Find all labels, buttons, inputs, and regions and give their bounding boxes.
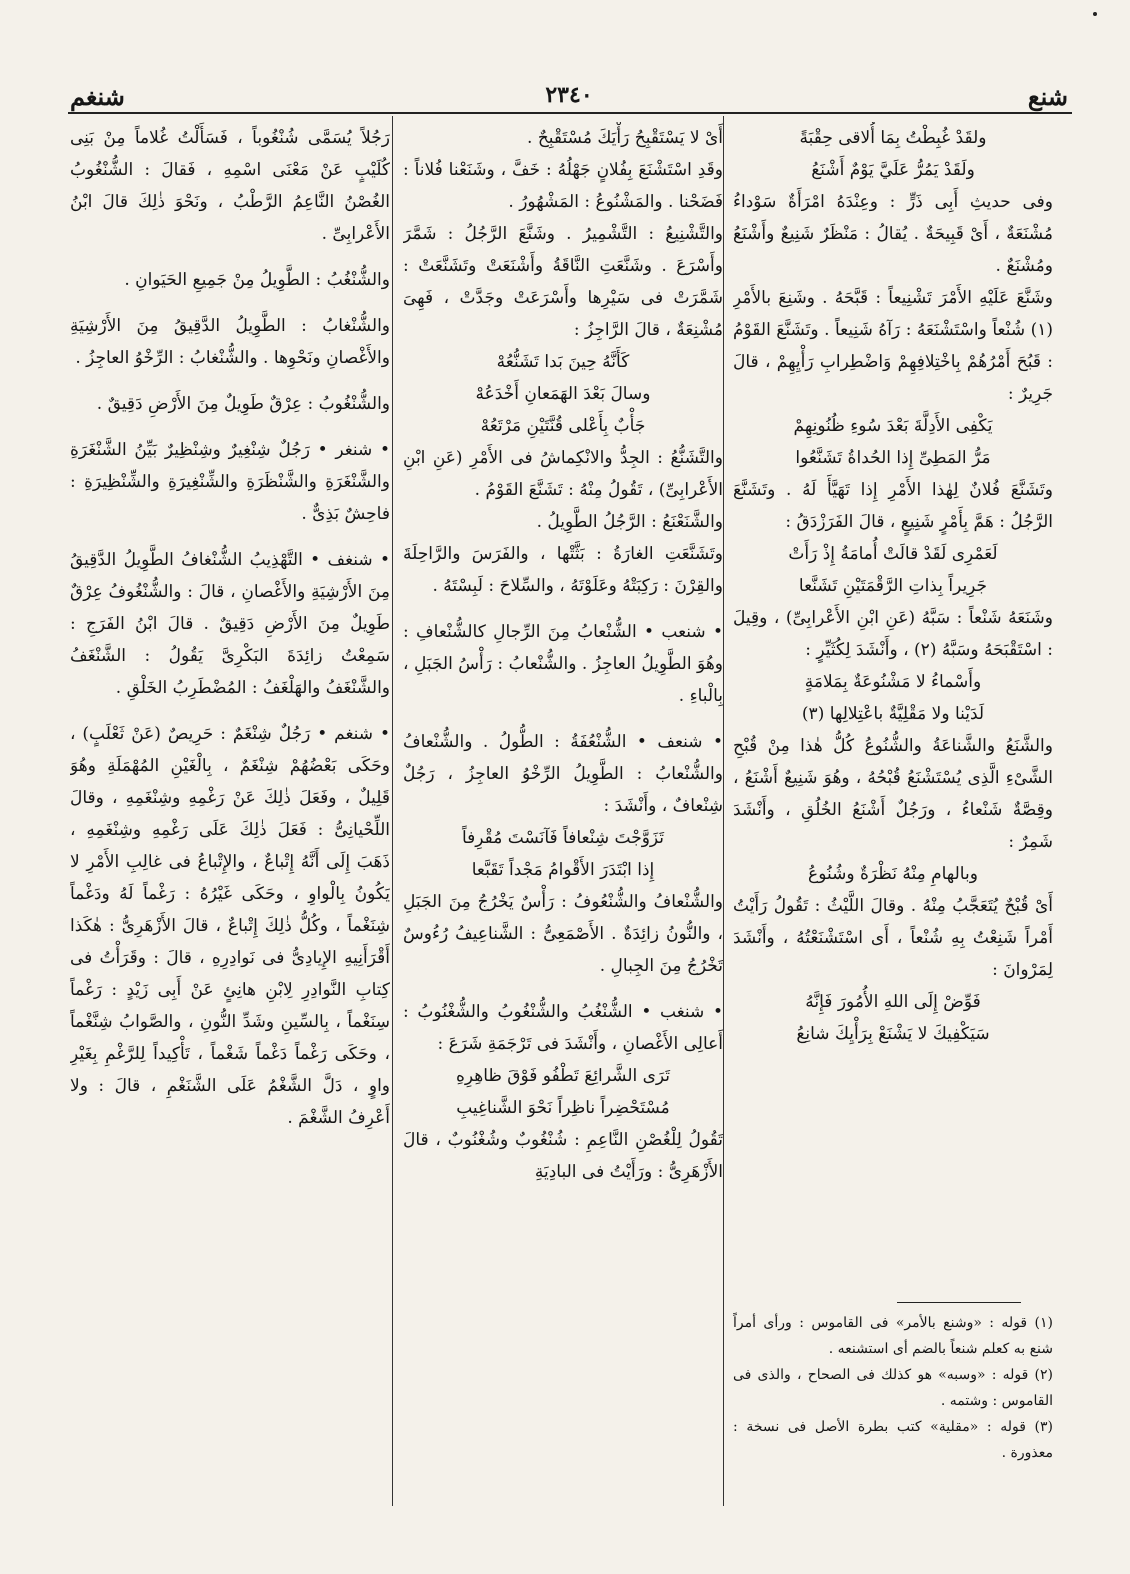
paragraph: والشَّنَعْنَعُ : الرَّجُلُ الطَّوِيلُ . — [536, 512, 723, 532]
verse-line: فَوِّضْ إِلَى اللهِ الأُمُورَ فَإِنَّهُ — [805, 992, 981, 1012]
verse-line: ولقَدْ غُبِطْتُ بِمَا أُلاقى حِقْبَةً — [799, 128, 987, 148]
entry-shnab: • شنعب • الشُّنْعابُ مِنَ الرِّجالِ كالشُّنْعافِ : وهُوَ الطَّوِيلُ العاجِزُ . والشُّنْعابُ : رَأْسُ الجَبَلِ ، بِالْباءِ . — [403, 622, 723, 706]
paragraph: وقَدِ اسْتَشْنَعَ بِفُلانٍ جَهْلُهُ : خَفَّ ، وشَنَعْنا فُلاناً : فَضَحْنا . والمَشْنُوعُ : المَشْهُورُ . — [403, 160, 723, 212]
paragraph: أَىْ قُبْحٌ يُتَعَجَّبُ مِنْهُ . وقالَ اللَّيْثُ : تَقُولُ رَأَيْتُ أَمْراً شَنِعْتُ بِهِ شُنْعاً ، أَى اسْتَشْنَعْتُهُ ، وأَنْشَدَ لِمَرْوانَ : — [733, 896, 1053, 980]
verse-line: إِذا ابْتَدَرَ الأَقْوامُ مَجْداً تَقَبَّعا — [471, 860, 655, 880]
paragraph: والشُّنْغابُ : الطَّوِيلُ الدَّقِيقُ مِنَ الأَرْشِيَةِ والأَغْصانِ ونَحْوِها . والشُّنْغابُ : الرِّخْوُ العاجِزُ . — [70, 316, 390, 368]
paragraph: والتَّشْنِيعُ : التَّشْمِيرُ . وشَنَّعَ الرَّجُلُ : شَمَّرَ وأَسْرَعَ . وشَنَّعَتِ النَّاقَةُ وأَشْنَعَتْ وتَشَنَّعَتْ : شَمَّرَتْ فى سَيْرِها وأَسْرَعَتْ وجَدَّتْ ، فَهِىَ مُشْنِعَةٌ ، قالَ الرَّاجِزُ : — [403, 224, 723, 340]
paragraph: والشَّنَعُ والشَّناعَةُ والشُّنُوعُ كُلُّ هٰذا مِنْ قُبْحِ الشَّىْءِ الَّذِى يُسْتَشْنَعُ قُبْحُهُ ، وهُوَ شَنِيعٌ أَشْنَعُ ، وقِصَّةٌ شَنْعاءُ ، ورَجُلٌ أَشْنَعُ الخُلُقِ ، وأَنْشَدَ شَمِرٌ : — [733, 736, 1053, 852]
footnote: (٣) قوله : «مقلية» كتب بطرة الأصل فى نسخة : معذورة . — [733, 1419, 1053, 1461]
entry-shnghb: • شنغب • الشُّنْغُبُ والشُّنْغُوبُ والشُّغْنُوبُ : أَعالِى الأَغْصانِ ، وأَنْشَدَ فى تَرْجَمَةِ شَرَعَ : — [403, 1002, 723, 1054]
page-header — [70, 82, 1068, 112]
column-divider — [723, 116, 724, 1506]
paragraph: أَىْ لا يَسْتَقْبِحُ رَأْيَكَ مُسْتَقْبِحٌ . — [527, 128, 723, 148]
footnotes — [733, 1310, 1053, 1466]
entry-shnghm: • شنغم • رَجُلٌ شِنْغَمٌ : حَرِيصٌ (عَنْ ثَعْلَبٍ) ، وحَكَى بَعْضُهُمْ شِنْغَمٌ ، بِالْغَيْنِ المُهْمَلَةِ وهُوَ قَلِيلٌ ، وفَعَلَ ذٰلِكَ عَنْ رَغْمِهِ وشِنْغَمِهِ ، وقالَ اللِّحْيانِىُّ : فَعَلَ ذٰلِكَ عَلَى رَغْمِهِ وشِنْغَمِهِ ، ذَهَبَ إِلَى أَنَّهُ إِتْباعٌ ، والإِتْباعُ فى غالِبِ الأَمْرِ لا يَكُونُ بِالْواوِ ، وحَكَى غَيْرُهُ : رَغْماً لَهُ ودَغْماً شِنَغْماً ، وكُلُّ ذٰلِكَ إِتْباعٌ ، قالَ الأَزْهَرِىُّ : هٰكَذا أَقْرَأَنِيهِ الإِيادِىُّ فى نَوادِرِهِ ، قالَ : وقَرَأْتُ فى كِتابِ النَّوادِرِ لِابْنِ هانِئٍ عَنْ أَبِى زَيْدٍ : رَغْماً سِنَغْماً ، بِالسِّينِ وشَدِّ النُّونِ ، والصَّوابُ شِنَّغْماً ، وحَكَى رَغْماً دَغْماً شَغْماً ، تَأْكِيداً لِلرَّغْمِ بِغَيْرِ واوٍ ، دَلَّ الشَّغْمُ عَلَى الشَّنَغْمِ ، قالَ : ولا أَعْرِفُ الشَّغْمَ . — [70, 724, 390, 1128]
verse-line: مُسْتَحْضِراً ناظِراً نَحْوَ الشَّناغِيبِ — [456, 1098, 670, 1118]
verse-line: جَأْبٌ بِأَعْلى قُنَّتَيْنِ مَرْتَعُهْ — [480, 416, 646, 436]
header-left-keyword: شنغم — [70, 82, 125, 111]
paragraph: والشُّنْغُوبُ : عِرْقٌ طَوِيلٌ مِنَ الأَرْضِ دَقِيقٌ . — [96, 394, 390, 414]
verse-line: كَأَنَّهُ حِينَ بَدا تَشَنُّعُهْ — [496, 352, 630, 372]
footnote: (٢) قوله : «وسبه» هو كذلك فى الصحاح ، والذى فى القاموس : وشتمه . — [733, 1367, 1053, 1409]
verse-line: وبالهامِ مِنْهُ نَظْرَةٌ وشُنُوعُ — [808, 864, 978, 884]
verse-line: تَرَى الشَّرائِعَ تَطْفُو فَوْقَ ظاهِرِهِ — [455, 1066, 671, 1086]
verse-line: جَرِيراً بِذاتِ الرَّقْمَتَيْنِ تَشَنَّعا — [798, 576, 988, 596]
column-divider — [392, 116, 393, 1506]
footnote: (١) قوله : «وشنع بالأمر» فى القاموس : ورأى أمراً شنع به كعلم شنعاً بالضم أى استشنعه . — [733, 1315, 1053, 1357]
middle-column — [403, 122, 723, 1572]
verse-line: وأَسْماءُ لا مَشْنُوعَةٌ بِمَلامَةٍ — [804, 672, 982, 692]
ink-speck — [1093, 12, 1097, 16]
left-column — [70, 122, 390, 1572]
page-number: ٢٣٤٠ — [545, 82, 593, 108]
verse-line: وسالَ بَعْدَ الهَمَعانِ أَخْدَعُهْ — [475, 384, 651, 404]
footnote-rule — [897, 1302, 1021, 1303]
paragraph: رَجُلاً يُسَمَّى شُنْغُوباً ، فَسَأَلْتُ غُلاماً مِنْ بَنِى كُلَيْبٍ عَنْ مَعْنَى اسْمِهِ ، فَقالَ : الشُّنْغُوبُ الغُصْنُ النَّاعِمُ الرَّطْبُ ، ونَحْوَ ذٰلِكَ قالَ ابْنُ الأَعْرابِىِّ . — [70, 128, 390, 244]
paragraph: وتَشَنَّعَتِ الغارَةُ : بَثَّتْها ، والفَرَسَ والرَّاحِلَةَ والقِرْنَ : رَكِبَتْهُ وعَلَوْتَهُ ، والسِّلاحَ : لَبِسْتَهُ . — [403, 544, 723, 596]
verse-line: يَكْفِى الأَدِلَّةَ بَعْدَ سُوءِ ظُنُونِهِمْ — [793, 416, 993, 436]
header-right-keyword: شنع — [1027, 82, 1068, 111]
header-rule — [68, 112, 1072, 114]
paragraph: وشَنَّعَ عَلَيْهِ الأَمْرَ تَشْنِيعاً : قَبَّحَهُ . وشَنِعَ بالأَمْرِ (١) شُنْعاً واسْتَشْنَعَهُ : رَآهُ شَنِيعاً . وتَشَنَّعَ القَوْمُ : قَبُحَ أَمْرُهُمْ بِاخْتِلافِهِمْ وَاضْطِرابِ رَأْيِهِمْ ، قالَ جَرِيرٌ : — [733, 288, 1053, 404]
paragraph: وتَشَنَّعَ فُلانٌ لِهٰذا الأَمْرِ إِذا تَهَيَّأَ لَهُ . وتَشَنَّعَ الرَّجُلُ : هَمَّ بِأَمْرٍ شَنِيعٍ ، قالَ الفَرَزْدَقُ : — [733, 480, 1053, 532]
paragraph: تَقُولُ لِلْغُصْنِ النَّاعِمِ : شُنْغُوبٌ وشُغْنُوبٌ ، قالَ الأَزْهَرِىُّ : ورَأَيْتُ فى البادِيَةِ — [403, 1130, 723, 1182]
paragraph: والشُّنْعافُ والشُّنْعُوفُ : رَأْسٌ يَخْرُجُ مِنَ الجَبَلِ ، والنُّونُ زائِدَةٌ . الأَصْمَعِىُّ : الشَّناعِيفُ رُءُوسٌ تَخْرُجُ مِنَ الجِبالِ . — [403, 892, 723, 976]
verse-line: تَزَوَّجْتَ شِنْعافاً فَآنَسْتَ مُقْرِفاً — [461, 828, 665, 848]
verse-line: لَعَمْرِى لَقَدْ قالَتْ أُمامَةُ إِذْ رَأَتْ — [788, 544, 998, 564]
verse-line: مَرُّ المَطِىِّ إِذا الحُداةُ تَشَنَّعُوا — [795, 448, 991, 468]
paragraph: والتَّشَنُّعُ : الجِدُّ والانْكِماشُ فى الأَمْرِ (عَنِ ابْنِ الأَعْرابِىِّ) ، تَقُولُ مِنْهُ : تَشَنَّعَ القَوْمُ . — [403, 448, 723, 500]
entry-shnghf: • شنغف • التَّهْذِيبُ الشُّنْغافُ الطَّوِيلُ الدَّقِيقُ مِنَ الأَرْشِيَةِ والأَغْصانِ ، قالَ : والشُّنْغُوفُ عِرْقٌ طَوِيلٌ مِنَ الأَرْضِ دَقِيقٌ . قالَ ابْنُ الفَرَجِ : سَمِعْتُ زائِدَةَ البَكْرِىَّ يَقُولُ : الشَّنْغَفُ والشَّنْغَفُ والهَلْغَفُ : المُضْطَرِبُ الخَلْقِ . — [70, 550, 390, 698]
entry-shnghr: • شنغر • رَجُلٌ شِنْغِيرٌ وشِنْظِيرٌ بَيِّنُ الشَّنْغَرَةِ والشَّنْغَرَةِ والشَّنْظَرَةِ والشِّنْغِيرَةِ والشِّنْظِيرَةِ : فاحِشٌ بَذِىٌّ . — [70, 440, 390, 524]
verse-line: لَدَيْنا ولا مَقْلِيَّةٌ باعْتِلالِها (٣) — [801, 704, 985, 724]
verse-line: سَيَكْفِيكَ لا يَشْنَعْ بِرَأْيِكَ شانِعُ — [796, 1024, 990, 1044]
entry-shnaf: • شنعف • الشُّنْعُفَةُ : الطُّولُ . والشُّنْعافُ والشُّنْعابُ : الطَّوِيلُ الرِّخْوُ العاجِزُ ، رَجُلٌ شِنْعافٌ ، وأَنْشَدَ : — [403, 732, 723, 816]
paragraph: وشَنَعَهُ شَنْعاً : سَبَّهُ (عَنِ ابْنِ الأَعْرابِىِّ) ، وقِيلَ : اسْتَقْبَحَهُ وسَبَّهُ (٢) ، وأَنْشَدَ لِكُثَيِّرٍ : — [733, 608, 1053, 660]
paragraph: وفى حديثِ أَبِى ذَرٍّ : وعِنْدَهُ امْرَأَةٌ سَوْداءُ مُشْنَعَةٌ ، أَىْ قَبِيحَةٌ . يُقالُ : مَنْظَرٌ شَنِيعٌ وأَشْنَعُ ومُشْنَعٌ . — [733, 192, 1053, 276]
paragraph: والشُّنْغُبُ : الطَّوِيلُ مِنْ جَمِيعِ الحَيَوانِ . — [124, 270, 390, 290]
verse-line: ولَقَدْ يَمُرُّ عَلَيَّ يَوْمٌ أَشْنَعُ — [811, 160, 975, 180]
